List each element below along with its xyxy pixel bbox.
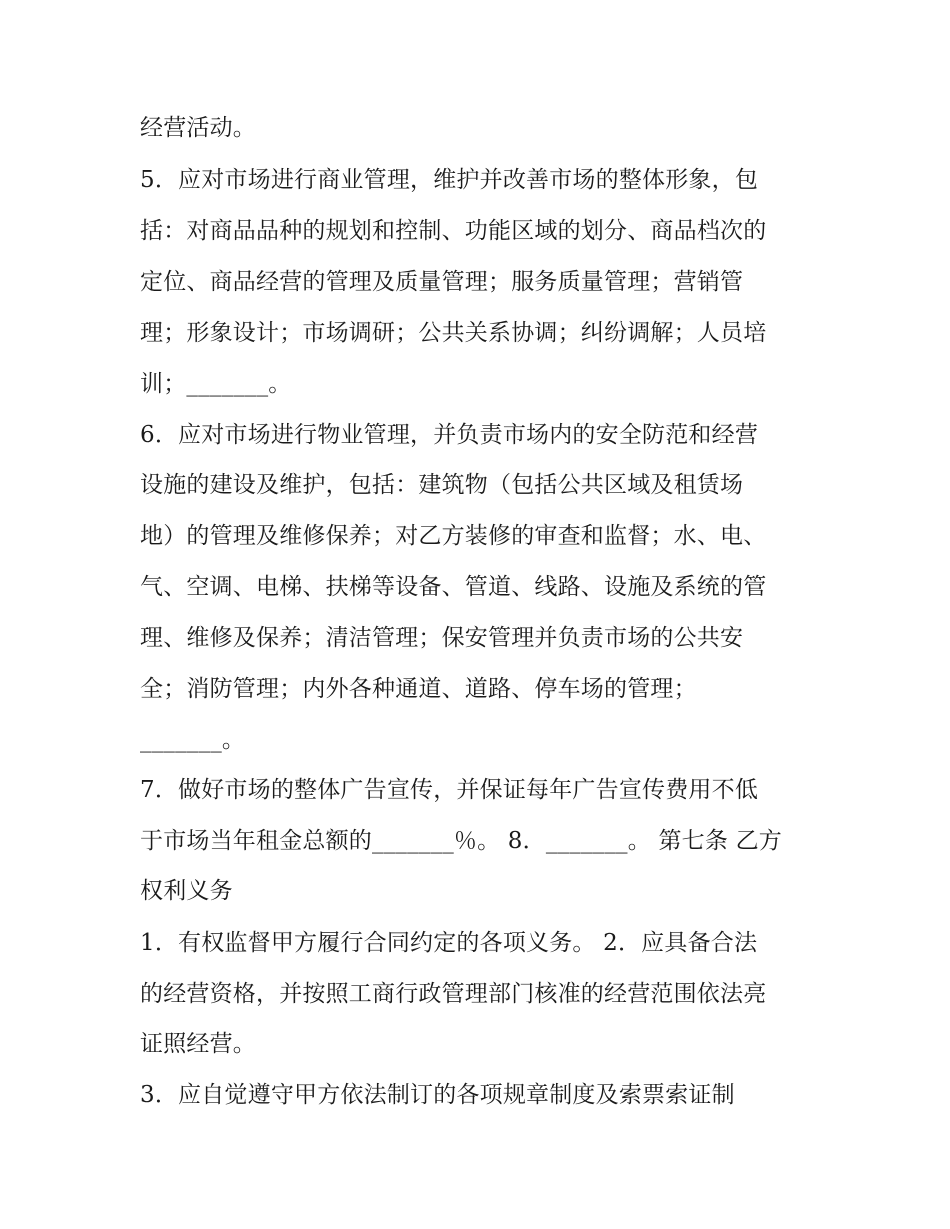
text-line: 定位、商品经营的管理及质量管理；服务质量管理；营销管 (140, 269, 744, 295)
text-line: _______。 (140, 727, 246, 753)
text-line: 5．应对市场进行商业管理，维护并改善市场的整体形象，包 (140, 167, 759, 193)
text-line: 全；消防管理；内外各种通道、道路、停车场的管理； (140, 676, 697, 702)
text-line: 6．应对市场进行物业管理，并负责市场内的安全防范和经营 (140, 422, 759, 448)
text-line: 括：对商品品种的规划和控制、功能区域的划分、商品档次的 (140, 218, 767, 244)
text-line: 的经营资格，并按照工商行政管理部门核准的经营范围依法亮 (140, 981, 767, 1007)
text-line: 权利义务 (140, 878, 233, 904)
text-line: 设施的建设及维护，包括：建筑物（包括公共区域及租赁场 (140, 472, 744, 498)
text-line: 1．有权监督甲方履行合同约定的各项义务。 2．应具备合法 (140, 930, 758, 956)
text-line: 经营活动。 (140, 115, 256, 141)
text-line: 7．做好市场的整体广告宣传，并保证每年广告宣传费用不低 (140, 777, 759, 803)
text-line: 训；_______。 (140, 371, 292, 397)
text-line: 地）的管理及维修保养；对乙方装修的审查和监督；水、电、 (140, 523, 767, 549)
text-line: 证照经营。 (140, 1031, 256, 1057)
text-line: 气、空调、电梯、扶梯等设备、管道、线路、设施及系统的管 (140, 574, 767, 600)
text-line: 理、维修及保养；清洁管理；保安管理并负责市场的公共安 (140, 625, 744, 651)
text-line: 3．应自觉遵守甲方依法制订的各项规章制度及索票索证制 (140, 1082, 735, 1108)
text-line: 理；形象设计；市场调研；公共关系协调；纠纷调解；人员培 (140, 320, 767, 346)
text-line: 于市场当年租金总额的_______％。 8．_______。 第七条 乙方 (140, 828, 782, 854)
